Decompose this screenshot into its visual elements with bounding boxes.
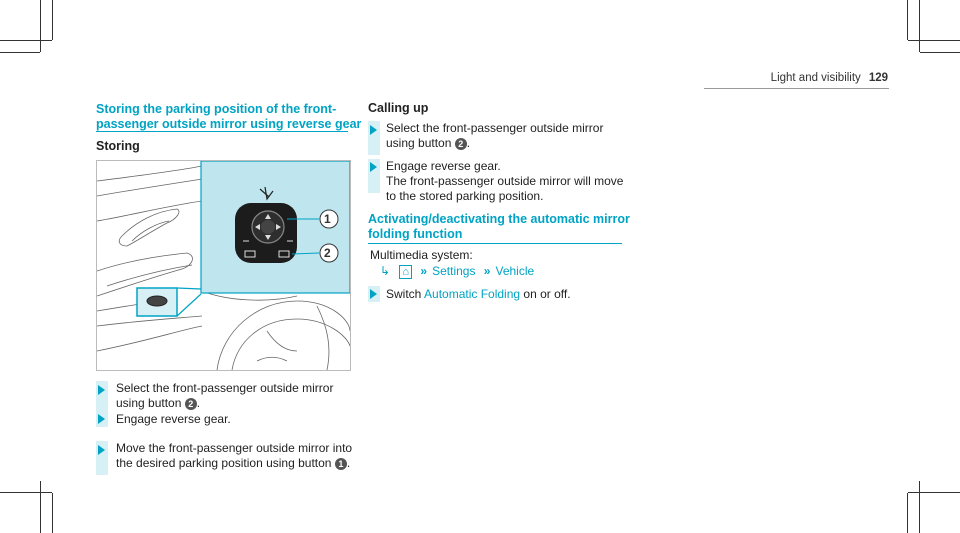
- step-engage-reverse: Engage reverse gear.: [116, 412, 231, 426]
- subheading-storing: Storing: [96, 139, 140, 153]
- crop-mark: [52, 493, 53, 533]
- callout-1-label: 1: [324, 212, 331, 226]
- crop-mark: [919, 481, 920, 533]
- crop-mark: [0, 40, 52, 41]
- step-arrow-icon: [98, 414, 105, 424]
- running-header: [771, 72, 888, 84]
- step-switch-auto-folding: Switch Automatic Folding on or off.: [386, 287, 571, 301]
- header-rule: [704, 88, 889, 89]
- step-move-mirror: Move the front-passenger outside mirror into the desired parking position using button 1 .: [116, 441, 353, 470]
- enter-arrow-icon: ↳: [380, 264, 391, 278]
- step-arrow-icon: [98, 385, 105, 395]
- crop-mark: [919, 0, 920, 52]
- button-1-badge: 1: [335, 458, 347, 470]
- section-heading-auto-folding: Activating/deactivating the automatic mirror folding function: [368, 212, 630, 241]
- button-2-badge: 2: [185, 398, 197, 410]
- multimedia-label: Multimedia system:: [370, 248, 473, 262]
- crop-mark: [0, 492, 52, 493]
- callout-2-label: 2: [324, 246, 331, 260]
- section-title: Light and visibility: [770, 72, 861, 84]
- heading-rule: [368, 243, 622, 244]
- crop-mark: [0, 52, 40, 53]
- double-chevron-icon: »: [483, 264, 491, 278]
- menu-path: [370, 264, 534, 279]
- automatic-folding-item: Automatic Folding: [424, 287, 521, 301]
- menu-vehicle: Vehicle: [495, 264, 535, 278]
- button-2-badge: 2: [455, 138, 467, 150]
- step-engage-reverse-recall: Engage reverse gear. The front-passenger outside mirror will move to the stored parking position.: [386, 159, 624, 203]
- step-arrow-icon: [370, 289, 377, 299]
- step-arrow-icon: [98, 445, 105, 455]
- door-panel-drawing: [97, 161, 350, 370]
- page-number: 129: [868, 72, 888, 84]
- subheading-calling-up: Calling up: [368, 101, 429, 115]
- crop-mark: [40, 481, 41, 533]
- crop-mark: [908, 492, 960, 493]
- double-chevron-icon: »: [420, 264, 428, 278]
- crop-mark: [908, 40, 960, 41]
- crop-mark: [907, 493, 908, 533]
- step-select-mirror: Select the front-passenger outside mirror using button 2 .: [116, 381, 334, 410]
- mirror-switch-illustration: [96, 160, 351, 371]
- heading-rule: [96, 131, 348, 132]
- crop-mark: [920, 52, 960, 53]
- crop-mark: [52, 0, 53, 40]
- step-arrow-icon: [370, 125, 377, 135]
- step-arrow-icon: [370, 162, 377, 172]
- home-icon: ⌂: [399, 265, 412, 279]
- crop-mark: [40, 0, 41, 52]
- menu-settings: Settings: [432, 264, 476, 278]
- step-select-mirror-recall: Select the front-passenger outside mirror using button 2 .: [386, 121, 604, 150]
- section-heading: Storing the parking position of the front- passenger outside mirror using reverse gear: [96, 102, 362, 131]
- crop-mark: [907, 0, 908, 40]
